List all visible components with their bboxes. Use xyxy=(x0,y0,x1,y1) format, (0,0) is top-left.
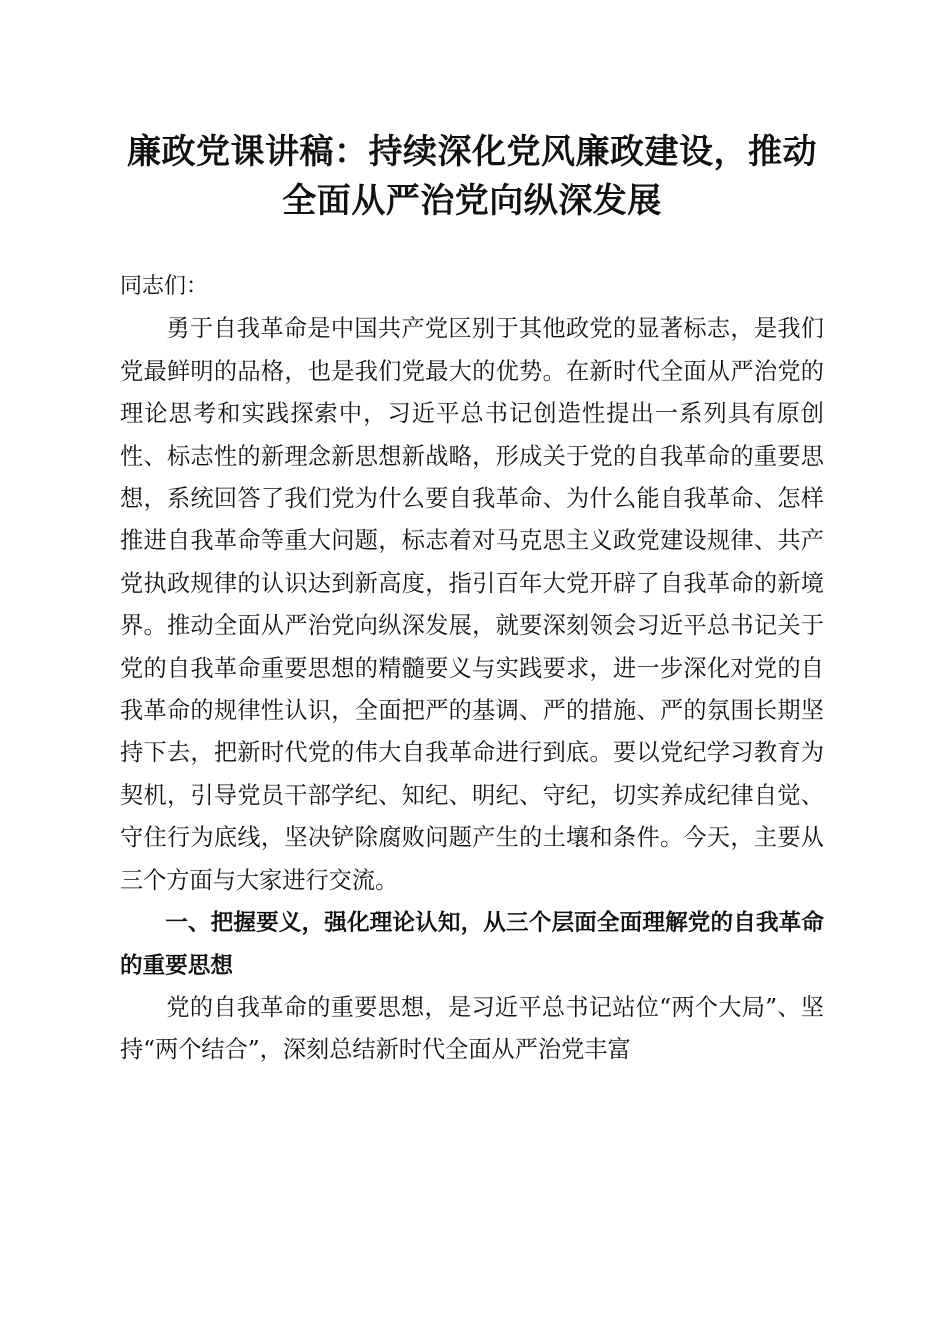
intro-paragraph: 勇于自我革命是中国共产党区别于其他政党的显著标志，是我们党最鲜明的品格，也是我们党最大的优势。在新时代全面从严治党的理论思考和实践探索中，习近平总书记创造性提出一系列具有原创性、标志性的新理念新思想新战略，形成关于党的自我革命的重要思想，系统回答了我们党为什么要自我革命、为什么能自我革命、怎样推进自我革命等重大问题，标志着对马克思主义政党建设规律、共产党执政规律的认识达到新高度，指引百年大党开辟了自我革命的新境界。推动全面从严治党向纵深发展，就要深刻领会习近平总书记关于党的自我革命重要思想的精髓要义与实践要求，进一步深化对党的自我革命的规律性认识，全面把严的基调、严的措施、严的氛围长期坚持下去，把新时代党的伟大自我革命进行到底。要以党纪学习教育为契机，引导党员干部学纪、知纪、明纪、守纪，切实养成纪律自觉、守住行为底线，坚决铲除腐败问题产生的土壤和条件。今天，主要从三个方面与大家进行交流。 xyxy=(120,315,824,894)
section-heading-1: 一、把握要义，强化理论认知，从三个层面全面理解党的自我革命的重要思想 xyxy=(120,910,824,979)
title-line-2: 全面从严治党向纵深发展 xyxy=(282,181,662,221)
greeting: 同志们： xyxy=(120,274,209,299)
document-page xyxy=(120,128,824,1072)
section-1-paragraph: 党的自我革命的重要思想，是习近平总书记站位“两个大局”、坚持“两个结合”，深刻总结新时代全面从严治党丰富 xyxy=(120,993,824,1064)
document-title xyxy=(120,128,824,226)
title-line-1: 廉政党课讲稿：持续深化党风廉政建设，推动 xyxy=(127,132,817,172)
